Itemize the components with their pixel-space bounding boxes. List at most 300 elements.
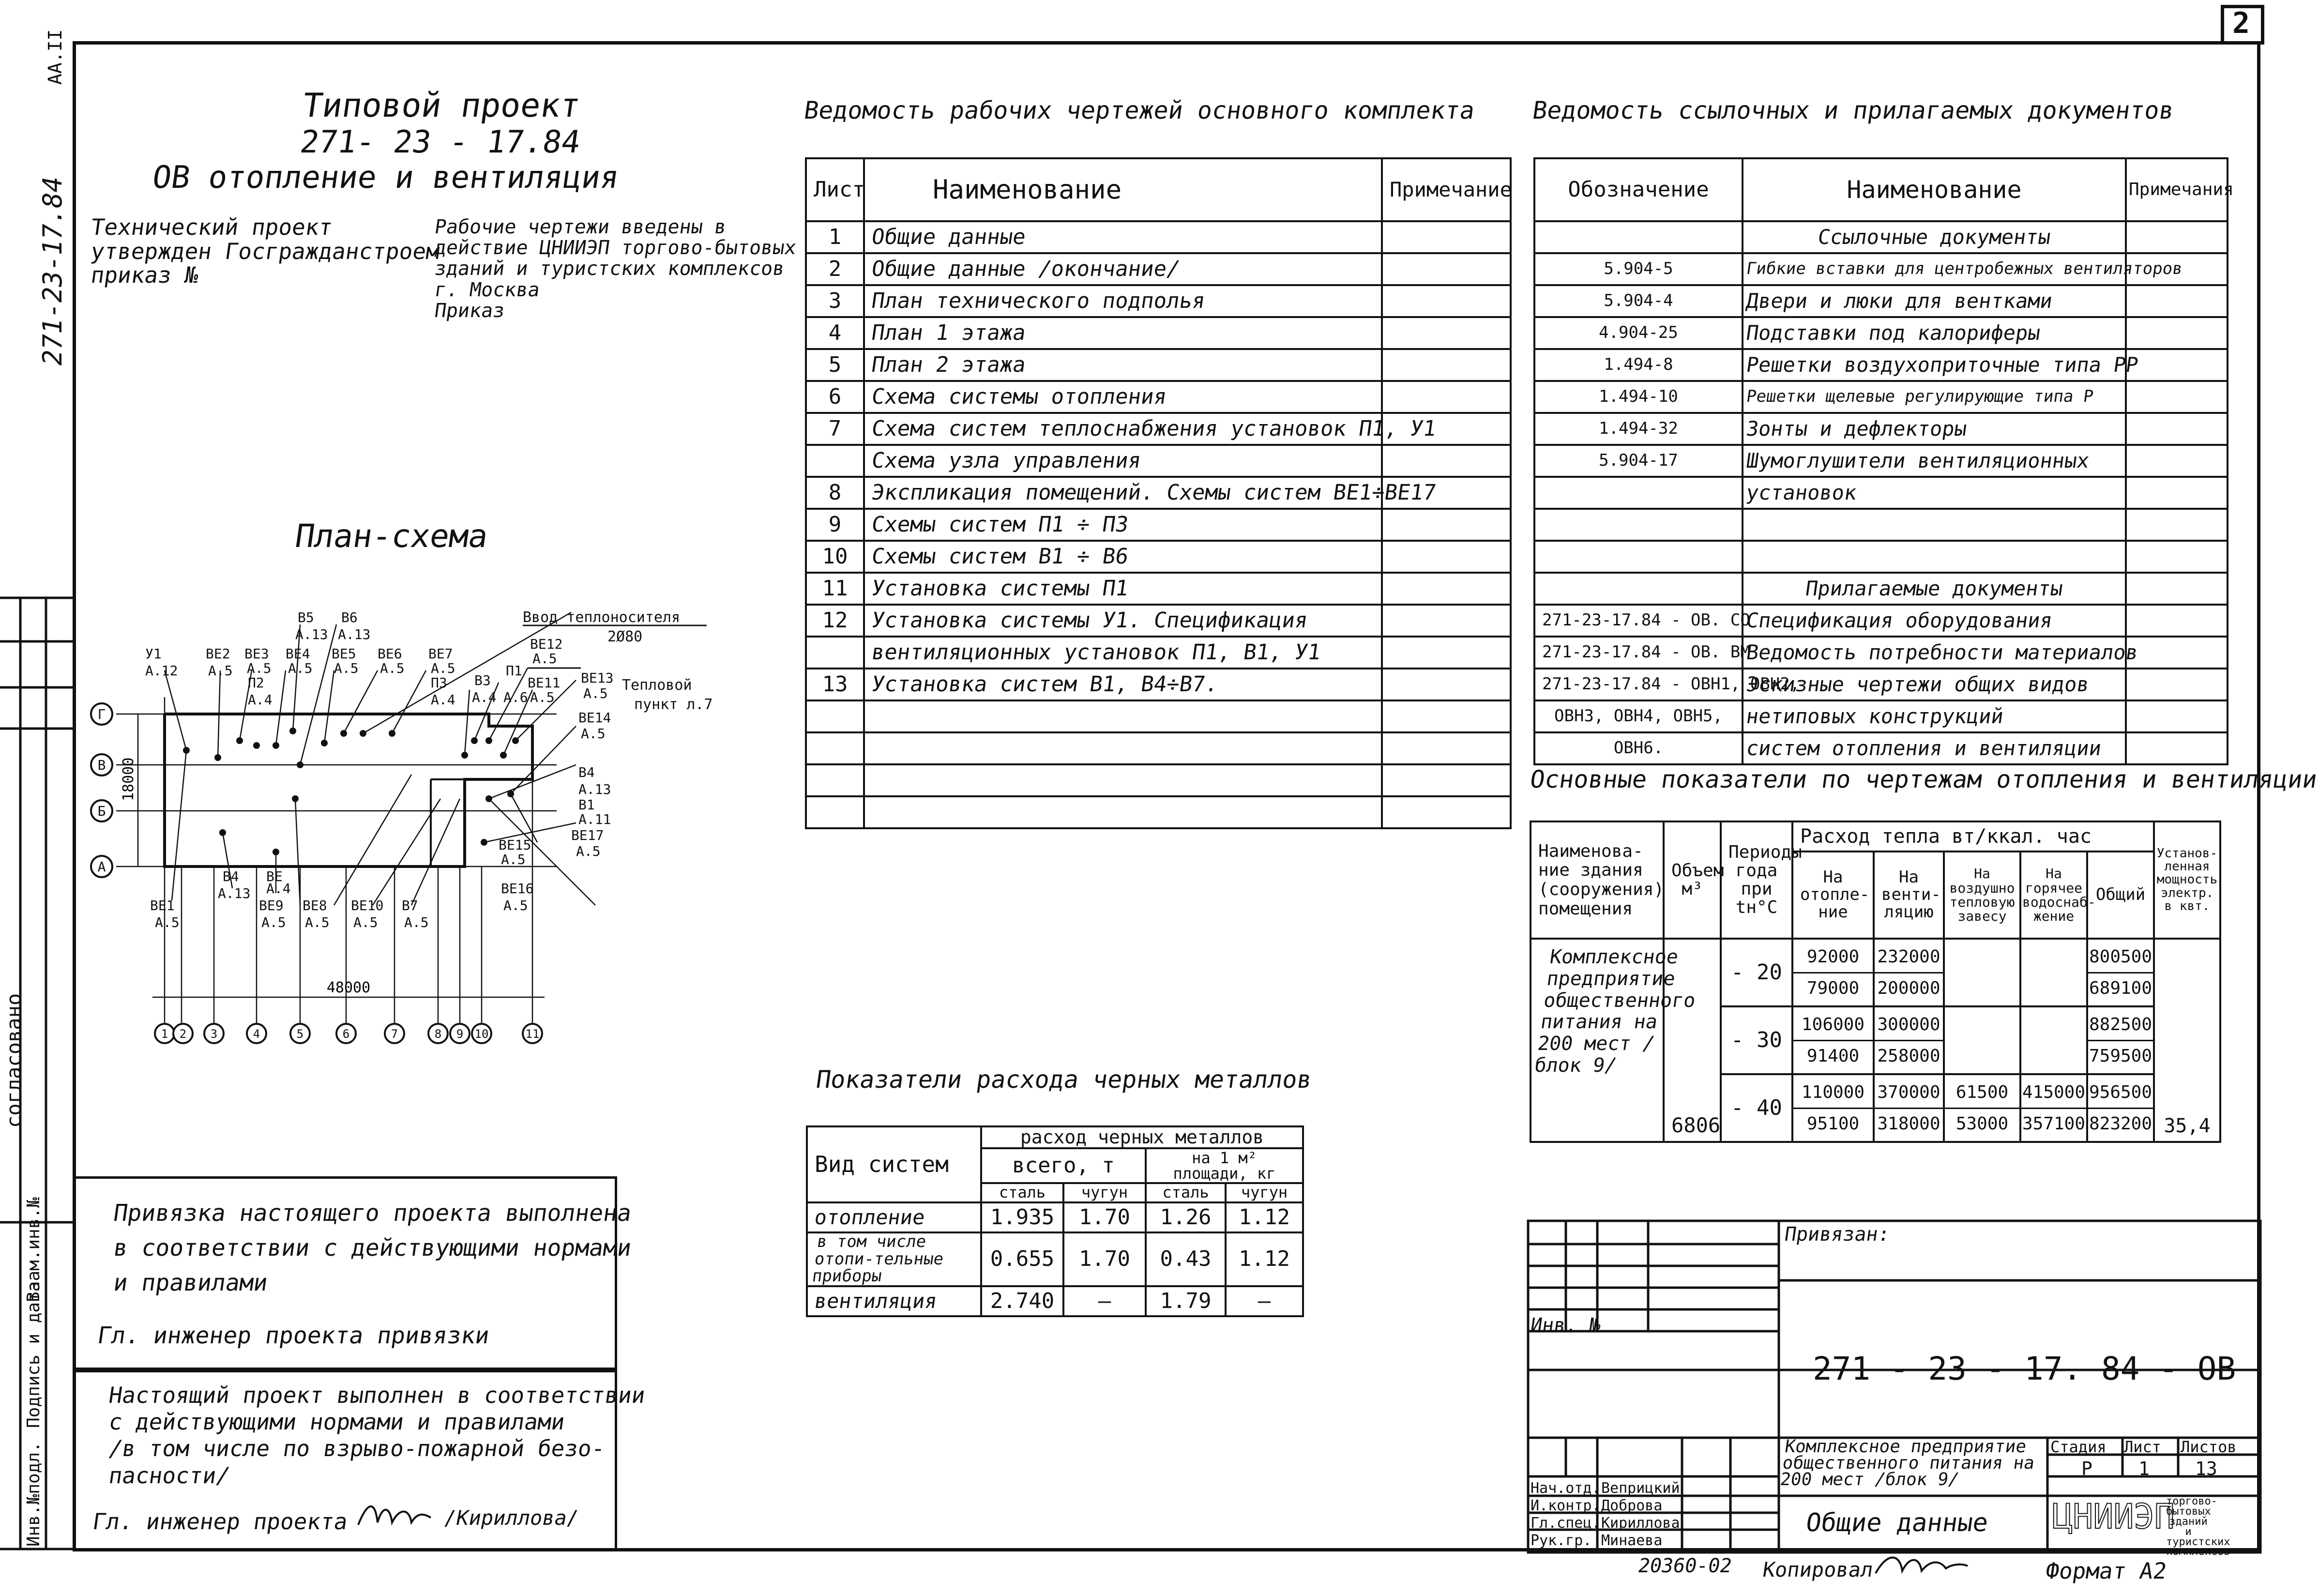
ind-power: 35,4 [2154, 939, 2220, 1142]
metals-value: 0.43 [1146, 1232, 1226, 1286]
ind-heat [1792, 939, 1874, 1006]
ind-heat-value-2: 91400 [1806, 1046, 1860, 1066]
approval-right-line-5: Приказ [433, 299, 506, 322]
axis-row-g: Г [97, 706, 106, 722]
footer-format: Формат А2 [2044, 1558, 2168, 1584]
sheet-number: 5 [806, 349, 864, 381]
ind-total-value-2: 689100 [2089, 978, 2152, 998]
stamp-role: И.контр. [1531, 1497, 1601, 1514]
ref-name [1740, 509, 2128, 541]
indicator-row [1531, 939, 2220, 1006]
sheet-number: 12 [806, 605, 864, 637]
sheets-row [806, 381, 1511, 413]
plan-label-ve5: ВЕ5 [332, 646, 356, 662]
plan-label-v5-sheet: А.13 [295, 626, 328, 642]
refs-row [1534, 413, 2228, 445]
ref-code: 5.904-17 [1534, 445, 1743, 477]
plan-label-v7: В7 [402, 897, 418, 913]
plan-label-ve14-sheet: А.5 [581, 726, 606, 742]
ref-note [2126, 477, 2228, 509]
ref-name: Двери и люки для вентками [1740, 285, 2128, 317]
ref-note [2126, 445, 2228, 477]
ref-note [2126, 413, 2228, 445]
metals-row [807, 1286, 1303, 1316]
stamp-sheets: 13 [2195, 1458, 2217, 1479]
heat-point-label: Тепловой [622, 677, 692, 694]
refs-row [1534, 732, 2228, 764]
ref-name: Гибкие вставки для центробежных вентиляторов [1740, 253, 2128, 285]
ind-vent-value-1: 370000 [1875, 1078, 1943, 1109]
ref-name: нетиповых конструкций [1740, 700, 2128, 732]
ind-vent [1874, 1074, 1944, 1142]
plan-label-v4-bottom: В4 [223, 868, 239, 884]
metals-header-system: Вид систем [807, 1126, 981, 1202]
ref-note [2126, 285, 2228, 317]
sheet-note [1382, 796, 1511, 828]
plan-label-ve17: ВЕ17 [571, 827, 604, 843]
stamp-role: Гл.спец. [1531, 1515, 1601, 1532]
plan-label-ve8-sheet: А.5 [305, 914, 330, 930]
approval-right-line-4: г. Москва [433, 278, 542, 301]
plan-label-ve15: ВЕ15 [499, 837, 531, 853]
binding-note-line-2: в соответствии с действующими нормами [112, 1234, 634, 1262]
metals-system: отопление [805, 1202, 984, 1232]
ind-heat [1792, 1074, 1874, 1142]
refs-row [1534, 285, 2228, 317]
copier-signature [1873, 1549, 1970, 1583]
ind-vent-value-2: 200000 [1877, 978, 1940, 998]
project-type-title: Типовой проект [300, 87, 583, 125]
metals-header-per-m2: на 1 м² площади, кг [1146, 1148, 1303, 1183]
compliance-line-4: пасности/ [107, 1462, 232, 1489]
sheets-row [806, 253, 1511, 285]
approval-left [91, 215, 440, 288]
sheets-row [806, 573, 1511, 605]
ind-total [2087, 939, 2154, 1006]
ind-curtain-value-2: 53000 [1955, 1113, 2009, 1134]
sheet-note [1382, 445, 1511, 477]
sheet-number [806, 796, 864, 828]
refs-row [1534, 573, 2228, 605]
plan-label-ve5-sheet: А.5 [334, 660, 359, 676]
compliance-note [109, 1382, 645, 1489]
plan-label-ve9: ВЕ9 [259, 897, 284, 913]
sheets-header-sheet: Лист [806, 158, 864, 221]
stamp-org-sub: торгово-бытовых зданий и туристских комплексов [2166, 1495, 2230, 1558]
plan-label-ve1-sheet: А.5 [155, 914, 180, 930]
project-section: ОВ отопление и вентиляция [150, 160, 621, 196]
sheet-name: Схема систем теплоснабжения установок П1, У1 [862, 413, 1384, 445]
stamp-role-row [1529, 1479, 1780, 1496]
sheet-note [1382, 605, 1511, 637]
ind-curtain [1944, 939, 2020, 1006]
sheets-row [806, 700, 1511, 732]
engineer-signature [356, 1496, 433, 1535]
stamp-org: ЦНИИЭП [2052, 1497, 2175, 1536]
sheet-name: Схема узла управления [862, 445, 1384, 477]
sheet-number: 13 [806, 669, 864, 700]
axis-col-8: 8 [434, 1027, 442, 1041]
sheet-note [1382, 221, 1511, 253]
stamp-doc-title: Общие данные [1804, 1508, 1990, 1537]
ref-code: 271-23-17.84 - ОВ. ВМ [1534, 637, 1743, 669]
page-number: 2 [2232, 6, 2250, 40]
ref-code [1534, 573, 1743, 605]
ref-code [1534, 221, 1743, 253]
sheets-header-name: Наименование [864, 158, 1382, 221]
sheets-row [806, 796, 1511, 828]
plan-label-ve3: ВЕ3 [244, 646, 269, 662]
stamp-label-sign-date: Подпись и дата [24, 1281, 44, 1428]
plan-label-ve13-sheet: А.5 [583, 685, 608, 701]
ind-vent-value-1: 300000 [1875, 1010, 1943, 1041]
ind-hotwater-value-2 [2021, 1040, 2086, 1070]
plan-label-ve8: ВЕ8 [303, 897, 327, 913]
plan-label-ve17-sheet: А.5 [576, 843, 601, 859]
ref-code: 1.494-10 [1534, 381, 1743, 413]
ind-heat-value-2: 79000 [1806, 978, 1860, 998]
sheet-note [1382, 317, 1511, 349]
plan-label-p3: П3 [431, 675, 447, 691]
ind-curtain-value-2 [1945, 1040, 2019, 1070]
sheet-name: План 2 этажа [862, 349, 1384, 381]
ind-period: - 30 [1721, 1006, 1792, 1074]
axis-col-3: 3 [210, 1027, 218, 1041]
ind-total-value-2: 759500 [2089, 1046, 2152, 1066]
ind-total [2087, 1006, 2154, 1074]
ref-name: Прилагаемые документы [1740, 573, 2128, 605]
axis-row-b: Б [97, 803, 106, 819]
sheets-row [806, 637, 1511, 669]
sheet-note [1382, 732, 1511, 764]
axis-col-9: 9 [456, 1027, 464, 1041]
plan-label-ve10-sheet: А.5 [353, 914, 378, 930]
sheet-name: Общие данные [862, 221, 1384, 253]
plan-label-p2-sheet: А.4 [248, 692, 273, 708]
sheets-row [806, 764, 1511, 796]
sheet-name: Установка системы П1 [862, 573, 1384, 605]
metals-rows [807, 1202, 1303, 1316]
stamp-role-row [1529, 1496, 1780, 1514]
ref-name: Шумоглушители вентиляционных [1740, 445, 2128, 477]
ref-note [2126, 700, 2228, 732]
plan-label-u1-sheet: А.12 [145, 663, 178, 679]
sheet-note [1382, 285, 1511, 317]
sheets-row [806, 732, 1511, 764]
margin-rotated-code: 271-23-17.84 [37, 176, 68, 365]
ind-header-vent: На венти-ляцию [1874, 851, 1944, 939]
sheet-name: Схема системы отопления [862, 381, 1384, 413]
approval-right-line-3: зданий и туристских комплексов [433, 258, 786, 280]
metals-header-steel-2: сталь [1146, 1183, 1226, 1202]
ind-curtain-value-1 [1945, 1010, 2019, 1040]
axis-col-11: 11 [525, 1027, 540, 1041]
stamp-inv: Инв. № [1529, 1314, 1602, 1337]
compliance-line-2: с действующими нормами и правилами [107, 1409, 567, 1435]
approval-right-line-2: действие ЦНИИЭП торгово-бытовых [433, 237, 798, 259]
ind-hotwater [2020, 939, 2087, 1006]
axis-row-a: А [97, 859, 106, 875]
sheet-note [1382, 253, 1511, 285]
binding-note-line-3: и правилами [112, 1269, 270, 1296]
metals-system: в том числе отопи-тельные приборы [803, 1232, 985, 1286]
metals-row [807, 1232, 1303, 1286]
ref-note [2126, 573, 2228, 605]
sheet-name: Установка системы У1. Спецификация [862, 605, 1384, 637]
ind-period: - 40 [1721, 1074, 1792, 1142]
ind-volume: 6806 [1664, 939, 1721, 1142]
ref-note [2126, 669, 2228, 700]
refs-row [1534, 541, 2228, 573]
stamp-h-stage: Стадия [2050, 1438, 2107, 1456]
indicators-table [1530, 821, 2221, 1143]
stamp-role: Рук.гр. [1531, 1532, 1592, 1549]
axis-col-7: 7 [391, 1027, 398, 1041]
ind-header-curtain: На воздушно тепловую завесу [1944, 851, 2020, 939]
sheet-name [862, 796, 1384, 828]
refs-row [1534, 221, 2228, 253]
ref-note [2126, 221, 2228, 253]
ind-header-power: Установ-ленная мощность электр. в квт. [2154, 821, 2220, 939]
plan-label-u1: У1 [145, 646, 162, 662]
plan-label-ve11-sheet: А.5 [530, 689, 555, 705]
plan-label-ve11: ВЕ11 [528, 675, 561, 691]
refs-row [1534, 637, 2228, 669]
ref-note [2126, 541, 2228, 573]
plan-outline [165, 714, 532, 866]
ref-name: Спецификация оборудования [1740, 605, 2128, 637]
plan-label-p1-sheet: А.6 [503, 689, 528, 705]
metals-header-flow: расход черных металлов [981, 1126, 1303, 1148]
ind-hotwater-value-2 [2021, 973, 2086, 1003]
plan-label-p1: П1 [506, 663, 522, 679]
plan-label-ve: ВЕ [266, 868, 283, 884]
ref-name: Эскизные чертежи общих видов [1740, 669, 2128, 700]
ref-name: Подставки под калориферы [1740, 317, 2128, 349]
ref-code: 5.904-4 [1534, 285, 1743, 317]
sheets-row [806, 509, 1511, 541]
metals-table [806, 1125, 1304, 1317]
plan-label-ve-sheet: А.4 [266, 881, 291, 897]
sheet-note [1382, 541, 1511, 573]
plan-label-v1-sheet: А.11 [578, 811, 611, 827]
plan-label-ve7-sheet: А.5 [431, 660, 455, 676]
plan-label-ve3-sheet: А.5 [247, 660, 272, 676]
ref-code: ОВН6. [1534, 732, 1743, 764]
approval-left-line-1: Технический проект [89, 214, 334, 240]
sheet-name: Общие данные /окончание/ [862, 253, 1384, 285]
binding-note [112, 1196, 634, 1300]
sheet-number [806, 445, 864, 477]
plan-label-ve12: ВЕ12 [530, 636, 563, 652]
refs-row [1534, 669, 2228, 700]
plan-label-ve6-sheet: А.5 [380, 660, 405, 676]
dim-width: 48000 [326, 979, 371, 996]
plan-label-ve4-sheet: А.5 [288, 660, 313, 676]
ind-building: Комплексное предприятие общественного питания на 200 мест /блок 9/ [1516, 939, 1678, 1142]
refs-row [1534, 700, 2228, 732]
ind-curtain-value-1: 61500 [1945, 1078, 2019, 1109]
ref-note [2126, 509, 2228, 541]
refs-row [1534, 349, 2228, 381]
ind-vent [1874, 1006, 1944, 1074]
ind-hotwater [2020, 1006, 2087, 1074]
ind-curtain [1944, 1074, 2020, 1142]
ref-code: 5.904-5 [1534, 253, 1743, 285]
axis-col-6: 6 [342, 1027, 350, 1041]
approval-left-line-3: приказ № [89, 262, 200, 289]
metals-value: 1.79 [1146, 1286, 1226, 1316]
sheet-name: Установка систем В1, В4÷В7. [862, 669, 1384, 700]
metals-value: 0.655 [981, 1232, 1063, 1286]
stamp-object: Комплексное предприятие общественного питания на 200 мест /блок 9/ [1779, 1437, 2036, 1490]
plan-label-ve1: ВЕ1 [150, 897, 175, 913]
sheets-row [806, 541, 1511, 573]
sheets-row [806, 477, 1511, 509]
ind-curtain [1944, 1006, 2020, 1074]
ind-heat-value-1: 110000 [1793, 1078, 1873, 1109]
metals-value: 1.26 [1146, 1202, 1226, 1232]
ind-header-total: Общий [2087, 851, 2154, 939]
plan-title: План-схема [293, 517, 491, 555]
sheet-name: вентиляционных установок П1, В1, У1 [862, 637, 1384, 669]
metals-row [807, 1202, 1303, 1232]
ref-note [2126, 605, 2228, 637]
plan-label-v5: В5 [298, 609, 314, 625]
stamp-role-name: Доброва [1601, 1497, 1663, 1514]
metals-value: — [1226, 1286, 1303, 1316]
sheet-number: 2 [806, 253, 864, 285]
sheet-number: 6 [806, 381, 864, 413]
ref-code: 271-23-17.84 - ОВ. СО [1534, 605, 1743, 637]
metals-header-steel-1: сталь [981, 1183, 1063, 1202]
ind-header-name: Наименова-ние здания (сооружения) помещения [1531, 821, 1664, 939]
ref-name [1740, 541, 2128, 573]
ref-note [2126, 349, 2228, 381]
sheet-number: 10 [806, 541, 864, 573]
refs-row [1534, 253, 2228, 285]
inlet-pipe: 2Ø80 [607, 628, 643, 645]
refs-row [1534, 509, 2228, 541]
ind-header-flow: Расход тепла вт/ккал. час [1792, 821, 2154, 851]
metals-value: 1.12 [1226, 1232, 1303, 1286]
dim-height: 18000 [120, 757, 137, 801]
sheets-row [806, 349, 1511, 381]
plan-label-v4-right: В4 [578, 764, 595, 780]
ind-heat [1792, 1006, 1874, 1074]
metals-value: 1.70 [1063, 1232, 1146, 1286]
stamp-label-inv-podl: Инв.№подл. [24, 1442, 44, 1547]
ind-header-hotwater: На горячее водоснаб-жение [2020, 851, 2087, 939]
refs-row [1534, 445, 2228, 477]
sheet-number [806, 637, 864, 669]
ref-name: Ссылочные документы [1740, 221, 2128, 253]
ind-curtain-value-2 [1945, 973, 2019, 1003]
footer-number: 20360-02 [1638, 1555, 1732, 1577]
refs-header-name: Наименование [1743, 158, 2126, 221]
compliance-line-1: Настоящий проект выполнен в соответствии [107, 1382, 647, 1408]
margin-top-code: АА.II [45, 29, 66, 85]
sheet-number: 3 [806, 285, 864, 317]
refs-table [1533, 157, 2234, 765]
sheet-number: 9 [806, 509, 864, 541]
sheet-name [862, 732, 1384, 764]
sheets-row [806, 669, 1511, 700]
metals-title: Показатели расхода черных металлов [814, 1065, 1314, 1094]
plan-label-v6-sheet: А.13 [338, 626, 371, 642]
sheet-number: 8 [806, 477, 864, 509]
sheet-name [862, 764, 1384, 796]
compliance-line-3: /в том числе по взрыво-пожарной безо- [107, 1435, 607, 1462]
sheet-number: 1 [806, 221, 864, 253]
ind-hotwater-value-1: 415000 [2021, 1078, 2086, 1109]
plan-label-v3: В3 [474, 672, 491, 688]
ind-curtain-value-1 [1945, 942, 2019, 973]
stamp-role-row [1529, 1514, 1780, 1531]
ind-total-value-1: 882500 [2088, 1010, 2153, 1041]
stamp-sheet: 1 [2138, 1458, 2150, 1479]
axis-row-v: В [97, 757, 106, 773]
sheet-number: 11 [806, 573, 864, 605]
approval-right [435, 217, 796, 321]
metals-system: вентиляция [805, 1286, 984, 1316]
indicators-title: Основные показатели по чертежам отопления и вентиляции [1528, 765, 2319, 793]
margin-agreed: согласовано [2, 993, 26, 1128]
ind-header-heat: На отопле-ние [1792, 851, 1874, 939]
sheets-table [805, 157, 1512, 829]
metals-value: 1.12 [1226, 1202, 1303, 1232]
sheets-header-note: Примечание [1382, 158, 1511, 221]
refs-header-code: Обозначение [1534, 158, 1743, 221]
plan-label-ve2: ВЕ2 [206, 646, 230, 662]
sheet-name: План технического подполья [862, 285, 1384, 317]
stamp-code: 271 - 23 - 17. 84 - ОВ [1813, 1350, 2236, 1387]
plan-label-ve14: ВЕ14 [578, 710, 611, 726]
ind-header-period: Периоды года при tн°C [1721, 821, 1792, 939]
ref-name: Зонты и дефлекторы [1740, 413, 2128, 445]
plan-label-ve12-sheet: А.5 [532, 651, 557, 667]
metals-value: 1.70 [1063, 1202, 1146, 1232]
ind-period: - 20 [1721, 939, 1792, 1006]
plan-label-ve2-sheet: А.5 [208, 663, 233, 679]
sheet-number [806, 764, 864, 796]
stamp-role-row [1529, 1531, 1780, 1549]
ind-total [2087, 1074, 2154, 1142]
plan-label-v1: В1 [578, 797, 595, 813]
stamp-h-sheets: Листов [2181, 1438, 2237, 1456]
plan-label-ve9-sheet: А.5 [261, 914, 286, 930]
sheets-row [806, 317, 1511, 349]
sheet-note [1382, 509, 1511, 541]
ind-vent-value-2: 258000 [1877, 1046, 1940, 1066]
ref-code: 271-23-17.84 - ОВН1, ОВН2, [1534, 669, 1743, 700]
sheet-number [806, 700, 864, 732]
compliance-engineer-name: /Кириллова/ [444, 1506, 579, 1530]
ind-hotwater-value-1 [2021, 1010, 2086, 1040]
sheet-name [862, 700, 1384, 732]
sheet-name: План 1 этажа [862, 317, 1384, 349]
sheet-name: Экспликация помещений. Схемы систем ВЕ1÷ВЕ17 [862, 477, 1384, 509]
plan-label-ve4: ВЕ4 [286, 646, 310, 662]
sheets-row [806, 445, 1511, 477]
sheets-list-title: Ведомость рабочих чертежей основного комплекта [802, 96, 1477, 124]
sheet-note [1382, 349, 1511, 381]
ind-hotwater-value-1 [2021, 942, 2086, 973]
metals-header-iron-1: чугун [1063, 1183, 1146, 1202]
binding-engineer: Гл. инженер проекта привязки [95, 1322, 491, 1349]
stamp-stage: Р [2081, 1458, 2092, 1479]
metals-value: 2.740 [981, 1286, 1063, 1316]
